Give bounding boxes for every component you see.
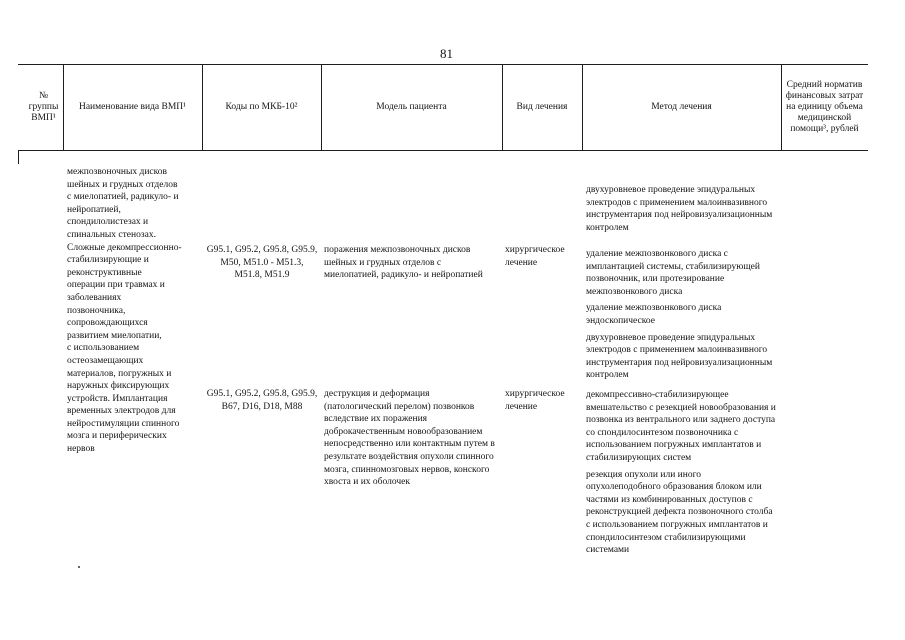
vmp-name-line: с использованием xyxy=(67,343,140,354)
vmp-name-line: мозга и периферических xyxy=(67,431,167,442)
header-patient-model: Модель пациента xyxy=(376,101,447,112)
method-item: удаление межпозвонкового диска с имплантацией системы, стабилизирующей позвоночник, или протезирование межпозвонкового диска xyxy=(586,249,760,297)
vmp-name-line: спинальных стенозах. xyxy=(67,229,156,240)
vmp-name-line: операции при травмах и xyxy=(67,280,165,291)
vmp-name-line: реконструктивные xyxy=(67,267,142,278)
method-item: удаление межпозвонкового диска эндоскопическое xyxy=(586,303,722,326)
vmp-name-line: временных электродов для xyxy=(67,406,176,417)
method-item: декомпрессивно-стабилизирующее вмешательство с резекцией новообразования и позвонка из вентрального или заднего доступа со спондилосинтезом позвоночника с использованием погружных имплантатов и стабилизирующих систем xyxy=(586,390,776,463)
icd-codes-row1: G95.1, G95.2, G95.8, G95.9, M50, M51.0 - M51.3, M51.8, M51.9 xyxy=(206,245,318,281)
treatment-method-row2 xyxy=(586,389,778,561)
treatment-type-row1: хирургическое лечение xyxy=(505,245,565,268)
patient-model-row1: поражения межпозвоночных дисков шейных и грудных отделов с миелопатией, радикуло- и нейропатией xyxy=(324,245,483,281)
vmp-name-line: шейных и грудных отделов xyxy=(67,179,178,190)
header-group-no: № группы ВМП¹ xyxy=(28,90,59,123)
vmp-name-line: стабилизирующие и xyxy=(67,255,149,266)
vmp-name-line: межпозвоночных дисков xyxy=(67,167,168,177)
treatment-method-top xyxy=(586,184,778,238)
vmp-name-line: устройств. Имплантация xyxy=(67,393,168,404)
vmp-name-line: нейростимуляции спинного xyxy=(67,418,180,429)
vmp-name-line: остеозамещающих xyxy=(67,355,144,366)
vmp-name-cell xyxy=(67,166,202,456)
method-item: двухуровневое проведение эпидуральных электродов с применением малоинвазивного инструментария под нейровизуализационным контролем xyxy=(586,185,773,233)
header-bottom-rule xyxy=(18,150,868,151)
vmp-name-line: наружных фиксирующих xyxy=(67,381,170,392)
header-avg-cost: Средний норматив финансовых затрат на единицу объема медицинской помощи³, рублей xyxy=(785,79,864,134)
icd-codes-row2: G95.1, G95.2, G95.8, G95.9, B67, D16, D18, M88 xyxy=(206,389,318,412)
vmp-name-line: нейропатией, xyxy=(67,204,121,215)
treatment-type-row2: хирургическое лечение xyxy=(505,389,565,412)
method-item: резекция опухоли или иного опухолеподобного образования блоком или частями из комбинированных доступов с реконструкцией дефекта позвоночного столба с использованием погружных имплантатов и спондилосинтезом стабилизирующими системами xyxy=(586,469,773,556)
treatment-method-row1 xyxy=(586,248,778,386)
vmp-name-line: заболеваниях xyxy=(67,292,122,303)
header-treatment-method: Метод лечения xyxy=(651,101,712,112)
vmp-name-line: материалов, погружных и xyxy=(67,368,172,379)
header-icd-codes: Коды по МКБ-10² xyxy=(225,101,298,112)
vmp-name-line: нервов xyxy=(67,444,95,455)
patient-model-row2: деструкция и деформация (патологический перелом) позвонков вследствие их поражения доброкачественным новообразованием непосредственно или контактным путем в результате воздействия опухоли спинного мозга, спинномозговых нервов, конского хвоста и их оболочек xyxy=(324,389,495,488)
header-vmp-name: Наименование вида ВМП¹ xyxy=(78,101,187,112)
page-number: 81 xyxy=(440,46,453,61)
header-treatment-type: Вид лечения xyxy=(516,101,568,112)
left-edge-tick xyxy=(18,150,19,164)
scan-speck xyxy=(78,566,80,568)
vmp-name-line: позвоночника, xyxy=(67,305,126,316)
vmp-name-line: Сложные декомпрессионно- xyxy=(67,242,182,253)
vmp-name-line: сопровождающихся xyxy=(67,318,148,329)
vmp-name-line: спондилолистезах и xyxy=(67,217,149,228)
vmp-name-line: развитием миелопатии, xyxy=(67,330,162,341)
vmp-name-line: с миелопатией, радикуло- и xyxy=(67,192,179,203)
method-item: двухуровневое проведение эпидуральных электродов с применением малоинвазивного инструментария под нейровизуализационным контролем xyxy=(586,332,773,381)
